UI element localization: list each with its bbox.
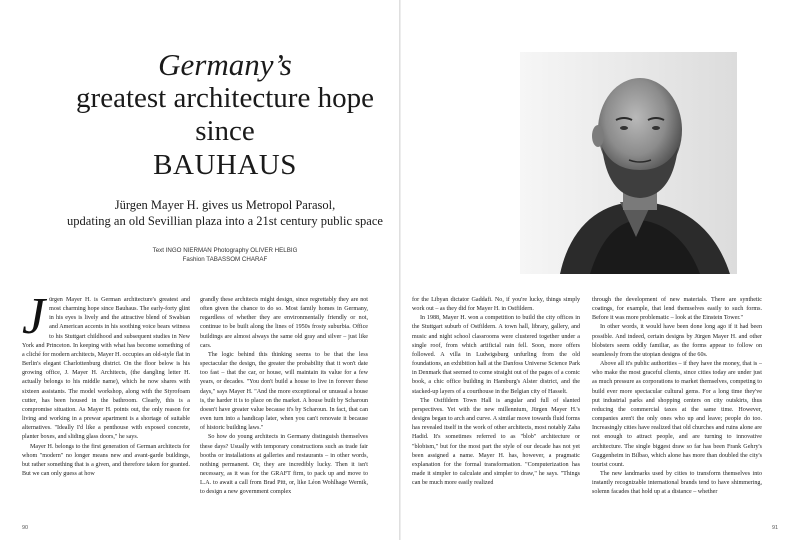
paragraph: Mayer H. belongs to the first generation of German architects for whom "modern" no longer means new and avant-garde buildings, but rather something that is a given, and therefore taken for granted. But we can only guess at how: [22, 443, 190, 477]
body-column-3: [412, 296, 580, 516]
paragraph: The new landmarks used by cities to transform themselves into instantly recognizable international brands tend to have shimmering, solemn facades that hold up at a distance – whether: [592, 470, 762, 496]
paragraph: In other words, it would have been done long ago if it had been possible. And indeed, certain designs by Jürgen Mayer H. and other blobsters seem oddly familiar, as the forms appear to follow on seamlessly from the utopian designs of the 60s.: [592, 324, 762, 358]
page-number-left: 90: [22, 525, 29, 531]
article-credits: [80, 246, 370, 264]
paragraph: In 1988, Mayer H. won a competition to build the city offices in the Stuttgart suburb of Ostfildern. A town hall, library, gallery, and music and night school classrooms were clustered together under a single roof, from which artificial rain fell. Soon, more offers followed. A villa in Ludwigsburg unfurling from the old foundations, an exhibition hall at the Danfoss Universe Science Park in Denmark that seemed to come straight out of the pages of a comic book, a chic office building in Hamburg's Alster district, and the stacked-up layers of a courthouse in the Belgian city of Hasselt.: [412, 315, 580, 395]
body-column-1: [22, 296, 190, 516]
body-column-4: [592, 296, 762, 516]
title-line-3: since: [195, 115, 255, 147]
title-line-2: greatest architecture hope: [76, 82, 374, 114]
portrait-photo-icon: [520, 52, 737, 274]
paragraph: The Ostfildern Town Hall is angular and full of slanted perspectives. Yet with the new millennium, Jürgen Mayer H.'s designs began to arch and curve. A similar move towards fluid forms has revealed itself in the work of other architects, most notably Zaha Hadid. It's sometimes referred to as "blob" architecture or "blobism," but for the most part the style of our decade has not yet been assigned a name. Mayer H. has, however, a pragmatic explanation for the formal transformation. "Computerization has made it simpler to calculate and simpler to draw," he says. "Things can be much more easily realized: [412, 397, 580, 487]
paragraph-text: ürgen Mayer H. is German architecture's greatest and most charming hope since Bauhaus. The early-forty glint in his eyes is lively and the attractive blend of Swabian and American accents in his soothing voice bears witness to his Stuttgart childhood and subsequent studies in New York and Princeton. In keeping with what has become something of a cliché for modern architects, Mayer H. occupies an old-style flat in Berlin's elegant Charlottenburg district. On the floor below is his growing office, J. Mayer H. Architects, (the dangling letter H. actually belongs to his middle name), which he now shares with sixteen assistants. The model workshop, along with the Styrofoam cutter, has been housed in the bathroom. Clearly, this is a compromise situation. As Mayer H. points out, the only reason for living and working in a prewar apartment is a shortage of suitable alternatives. "Ideally I'd like a penthouse with exposed concrete, planter boxes, and sliding glass doors," he says.: [22, 297, 190, 441]
credit-line-2: Fashion TABASSOM CHARAF: [182, 256, 268, 263]
title-line-4: BAUHAUS: [153, 149, 297, 181]
title-line-1: Germany’s: [158, 47, 292, 82]
paragraph: through the development of new materials. There are synthetic coatings, for example, that lend themselves easily to such forms. Before it was more problematic – look at the Einstein Tower.": [592, 297, 762, 322]
paragraph: The logic behind this thinking seems to be that the less spectacular the design, the greater the probability that it won't date too fast – that the car, or house, will maintain its value for a few years, or decades. "You don't build a house to live in forever these days," says Mayer H. "And the more exceptional or unusual a house is, the harder it is to place on the market. A house built by Scharoun doesn't have greater value because it's by Scharoun. In fact, that can even turn into a handicap later, when you can't renovate it because of historic building laws.": [200, 351, 368, 432]
subtitle-line-1: Jürgen Mayer H. gives us Metropol Parasol,: [114, 198, 336, 212]
article-title: [60, 48, 390, 182]
credit-line-1: Text INGO NIERMAN Photography OLIVER HELBIG: [152, 247, 298, 254]
paragraph: grandly these architects might design, since regrettably they are not often given the chance to do so. Most family homes in Germany, regardless of whether they are environmentally friendly or not, continue to be built along the lines of 1950s frosty suburbia. Office buildings are almost always the same old gray and silver – just like cars.: [200, 297, 368, 349]
paragraph: [22, 296, 190, 443]
page-gutter: [399, 0, 401, 540]
drop-cap: J: [22, 296, 46, 345]
page-number-right: 91: [772, 525, 779, 531]
paragraph: Above all it's public authorities – if they have the money, that is – who make the most graceful clients, since cities today are under just as much pressure as corporations to market themselves, competing to build ever more spectacular cultural gems. For a long time they've put industrial parks and shopping centers on city outskirts, thus reducing the commercial taxes at the same time. However, companies aren't the only ones who up and leave; people do too. Increasingly cities have realized that old churches and ruins alone are not enough to attract people, and are turning to innovative architecture. The single biggest draw so far has been Frank Gehry's Guggenheim in Bilbao, which alone has more than doubled the city's tourist count.: [592, 361, 762, 468]
portrait-photo: [520, 52, 737, 274]
paragraph: for the Libyan dictator Gaddafi. No, if you're lucky, things simply work out – as they did for Mayer H. in Ostfildern.: [412, 297, 580, 313]
article-subtitle: [40, 197, 410, 229]
paragraph: So how do young architects in Germany distinguish themselves these days? Usually with temporary constructions such as trade fair booths or installations at galleries and restaurants – in other words, nothing permanent. Or, they are incredibly lucky. Then it isn't necessary, as it was for the GRAFT firm, to pack up and move to L.A. to await a call from Brad Pitt, or, like Léon Wohlhage Wernik, to design a new government complex: [200, 434, 368, 496]
body-column-2: [200, 296, 368, 516]
subtitle-line-2: updating an old Sevillian plaza into a 21st century public space: [67, 214, 383, 228]
